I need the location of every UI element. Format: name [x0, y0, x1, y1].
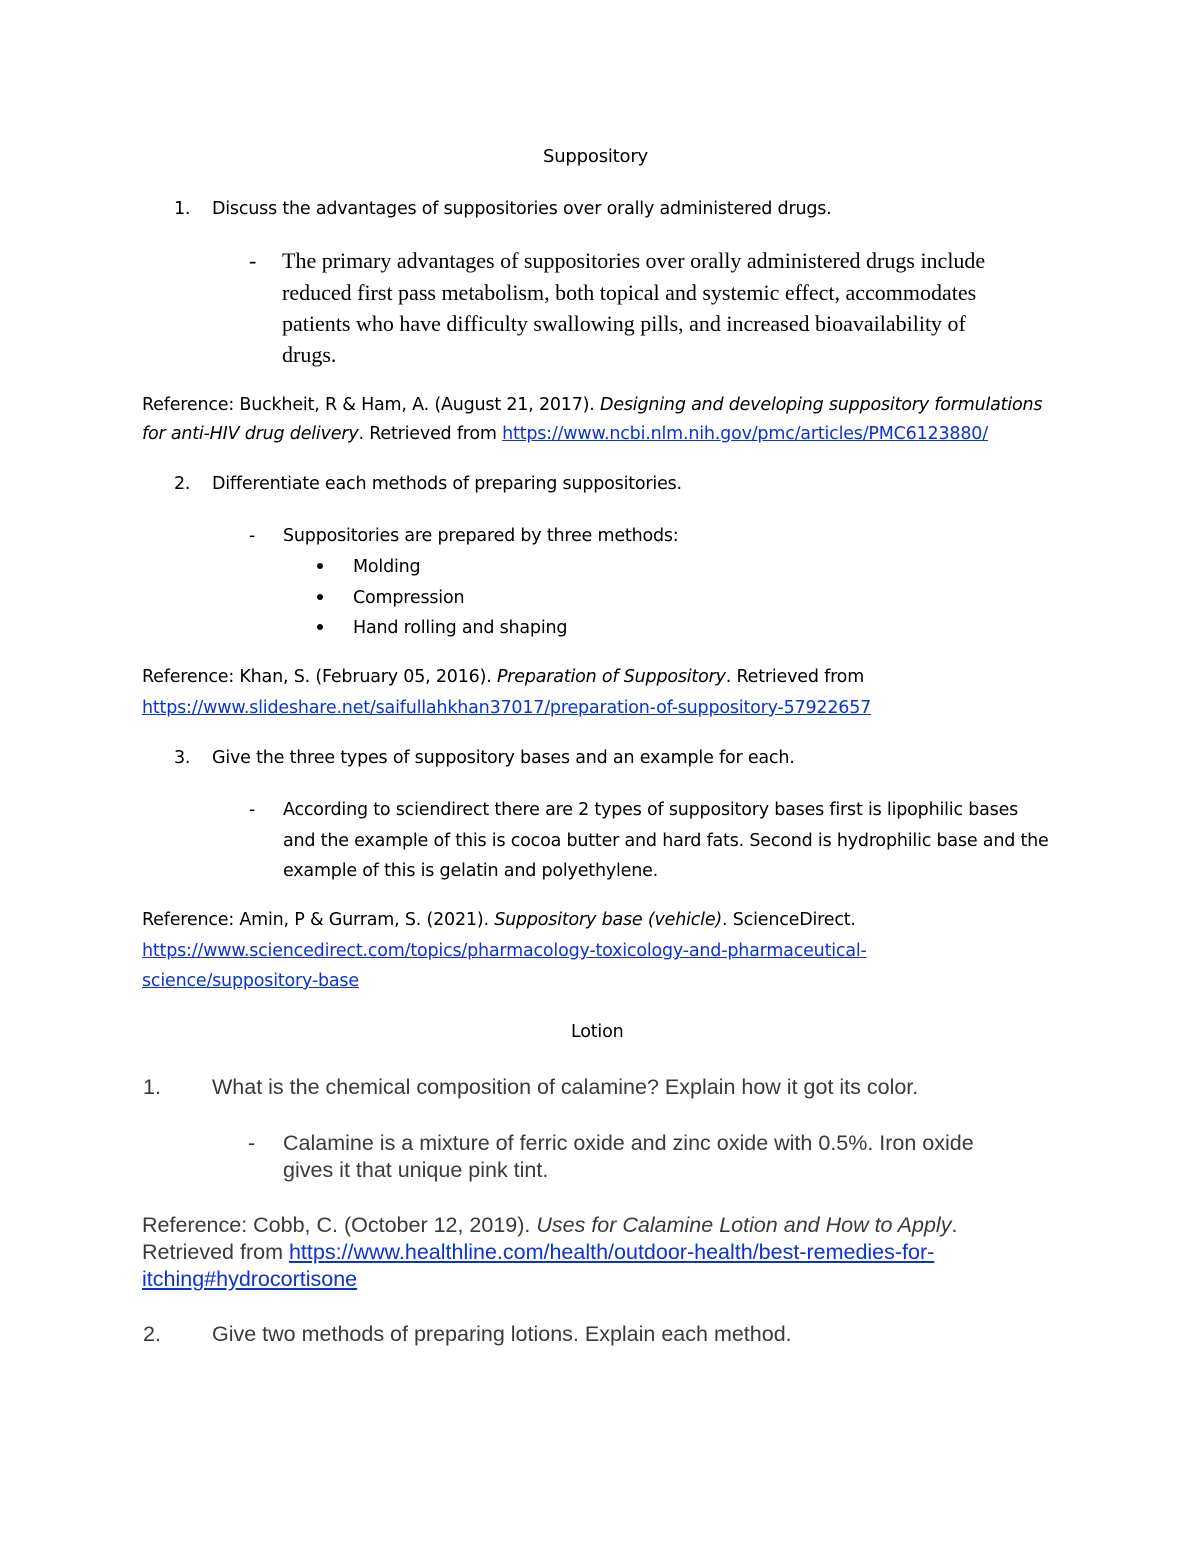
reference-title: for anti-HIV drug delivery	[142, 424, 359, 444]
question-text: What is the chemical composition of calamine? Explain how it got its color.	[212, 1075, 919, 1099]
reference-title: Suppository base (vehicle)	[494, 910, 723, 930]
answer-dash: -	[249, 526, 256, 546]
answer-line: gives it that unique pink tint.	[283, 1158, 549, 1182]
question-number: 2.	[174, 474, 191, 494]
reference-title: Preparation of Suppository	[496, 667, 726, 687]
answer-line: reduced first pass metabolism, both topical and systemic effect, accommodates	[282, 280, 977, 305]
answer-line: According to sciendirect there are 2 types of suppository bases first is lipophilic bases	[283, 800, 1019, 820]
question-text: Give the three types of suppository bases and an example for each.	[212, 748, 795, 768]
reference	[142, 1267, 357, 1292]
question-number: 1.	[143, 1075, 161, 1099]
answer-line: patients who have difficulty swallowing pills, and increased bioavailability of	[282, 311, 966, 336]
bullet-icon	[317, 563, 323, 569]
reference-link-continued[interactable]: itching#hydrocortisone	[142, 1267, 358, 1291]
answer-line: Suppositories are prepared by three methods:	[283, 526, 679, 546]
reference	[142, 941, 867, 961]
question-text: Give two methods of preparing lotions. Explain each method.	[212, 1322, 792, 1346]
reference: Reference: Cobb, C. (October 12, 2019). Uses for Calamine Lotion and How to Apply.	[142, 1213, 958, 1237]
bullet-icon	[317, 624, 323, 630]
reference: Retrieved from https://www.healthline.com/health/outdoor-health/best-remedies-for-	[142, 1240, 935, 1264]
question-number: 2.	[143, 1322, 161, 1346]
reference: Reference: Buckheit, R & Ham, A. (August 21, 2017). Designing and developing suppository formulations	[142, 395, 1043, 415]
list-item: Hand rolling and shaping	[353, 618, 568, 638]
question-text: Differentiate each methods of preparing suppositories.	[212, 474, 682, 494]
answer-line: example of this is gelatin and polyethylene.	[283, 861, 659, 881]
reference-link[interactable]: https://www.sciencedirect.com/topics/pharmacology-toxicology-and-pharmaceutical-	[142, 941, 867, 961]
reference-link[interactable]: https://www.slideshare.net/saifullahkhan37017/preparation-of-suppository-57922657	[142, 698, 872, 718]
section-title-suppository: Suppository	[543, 146, 649, 167]
answer-dash: -	[249, 248, 257, 273]
list-item: Compression	[353, 588, 465, 608]
answer-line: Calamine is a mixture of ferric oxide and zinc oxide with 0.5%. Iron oxide	[283, 1131, 974, 1155]
answer-line: drugs.	[282, 342, 337, 367]
reference-link-continued[interactable]: science/suppository-base	[142, 971, 359, 991]
reference-title: Uses for Calamine Lotion and How to Apply	[536, 1213, 952, 1237]
reference	[142, 698, 871, 718]
answer-dash: -	[248, 1131, 256, 1155]
section-title-lotion: Lotion	[571, 1022, 624, 1042]
reference-title: Designing and developing suppository formulations	[600, 395, 1043, 415]
reference: Reference: Khan, S. (February 05, 2016). Preparation of Suppository. Retrieved from	[142, 667, 865, 687]
question-number: 1.	[174, 199, 191, 219]
bullet-icon	[317, 594, 323, 600]
reference: Reference: Amin, P & Gurram, S. (2021). Suppository base (vehicle). ScienceDirect.	[142, 910, 856, 930]
question-text: Discuss the advantages of suppositories over orally administered drugs.	[212, 199, 832, 219]
answer-dash: -	[249, 800, 256, 820]
answer-line: The primary advantages of suppositories over orally administered drugs include	[282, 248, 986, 273]
question-number: 3.	[174, 748, 191, 768]
list-item: Molding	[353, 557, 421, 577]
answer-line: and the example of this is cocoa butter and hard fats. Second is hydrophilic base and the	[283, 831, 1049, 851]
reference-link[interactable]: https://www.ncbi.nlm.nih.gov/pmc/articles/PMC6123880/	[502, 424, 988, 444]
reference	[142, 971, 359, 991]
reference-link[interactable]: https://www.healthline.com/health/outdoor-health/best-remedies-for-	[288, 1240, 935, 1264]
reference: for anti-HIV drug delivery. Retrieved from https://www.ncbi.nlm.nih.gov/pmc/articles/PMC6123880/	[142, 424, 988, 444]
